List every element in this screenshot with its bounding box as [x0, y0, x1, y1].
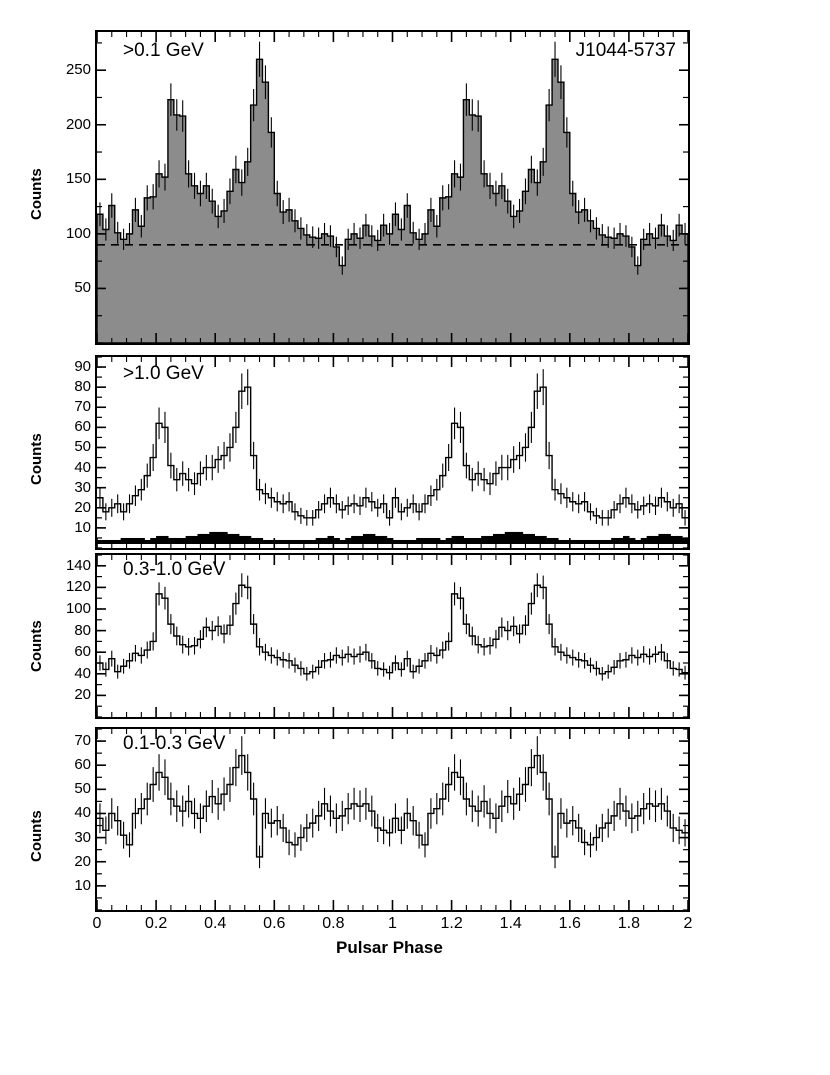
y-tick-label: 100	[65, 600, 91, 617]
x-tick-label: 1.4	[499, 915, 522, 932]
x-tick-label: 0.6	[263, 915, 286, 932]
x-tick-label: 1	[388, 915, 397, 932]
y-tick-label: 80	[74, 621, 91, 639]
panel-c-ylabel: Counts	[28, 620, 45, 672]
x-tick-label: 2	[683, 915, 693, 932]
y-tick-label: 20	[74, 498, 91, 516]
y-tick-label: 30	[74, 478, 91, 496]
y-tick-label: 70	[74, 732, 91, 750]
y-tick-label: 120	[65, 578, 91, 596]
x-tick-label: 0.2	[144, 915, 168, 932]
panel-c-title: 0.3-1.0 GeV	[123, 559, 226, 580]
y-tick-label: 60	[74, 643, 91, 661]
y-tick-label: 50	[74, 279, 91, 297]
y-tick-label: 40	[74, 664, 91, 682]
y-tick-label: 40	[74, 804, 91, 822]
x-axis-title: Pulsar Phase	[336, 938, 443, 957]
x-tick-label: 0.8	[322, 915, 345, 932]
panel-b-title: >1.0 GeV	[123, 363, 204, 384]
panel-b-ylabel: Counts	[28, 433, 45, 485]
panel-d-ylabel: Counts	[28, 810, 45, 862]
panel-a-title: >0.1 GeV	[123, 40, 204, 61]
y-tick-label: 20	[74, 686, 91, 704]
source-name-label: J1044-5737	[575, 40, 676, 61]
y-tick-label: 20	[74, 852, 91, 870]
panel-0.3-1.0-gev	[95, 553, 690, 719]
panel-gt-0.1-gev	[95, 30, 690, 345]
panel-gt-1.0-gev	[95, 355, 690, 550]
y-tick-label: 140	[65, 556, 91, 574]
y-tick-label: 10	[74, 518, 91, 536]
panel-d-title: 0.1-0.3 GeV	[123, 733, 226, 754]
y-tick-label: 100	[65, 224, 91, 242]
x-tick-label: 1.2	[440, 915, 463, 932]
y-tick-label: 90	[74, 358, 91, 376]
y-tick-label: 60	[74, 756, 91, 774]
panel-a-ylabel: Counts	[28, 168, 45, 220]
y-tick-label: 80	[74, 378, 91, 396]
x-tick-label: 0.4	[204, 915, 227, 932]
panel-0.1-0.3-gev	[95, 727, 690, 912]
y-tick-label: 250	[65, 61, 91, 79]
x-tick-label: 1.6	[558, 915, 581, 932]
y-tick-label: 50	[74, 438, 91, 456]
y-tick-label: 60	[74, 418, 91, 436]
y-tick-label: 70	[74, 398, 91, 416]
y-tick-label: 200	[65, 115, 91, 133]
panel-a-frame	[95, 30, 690, 345]
x-tick-label: 1.8	[617, 915, 641, 932]
y-tick-label: 40	[74, 458, 91, 476]
y-tick-label: 30	[74, 828, 91, 846]
y-tick-label: 10	[74, 876, 91, 894]
y-tick-label: 50	[74, 780, 91, 798]
y-tick-label: 150	[65, 170, 91, 188]
x-tick-label: 0	[92, 915, 102, 932]
